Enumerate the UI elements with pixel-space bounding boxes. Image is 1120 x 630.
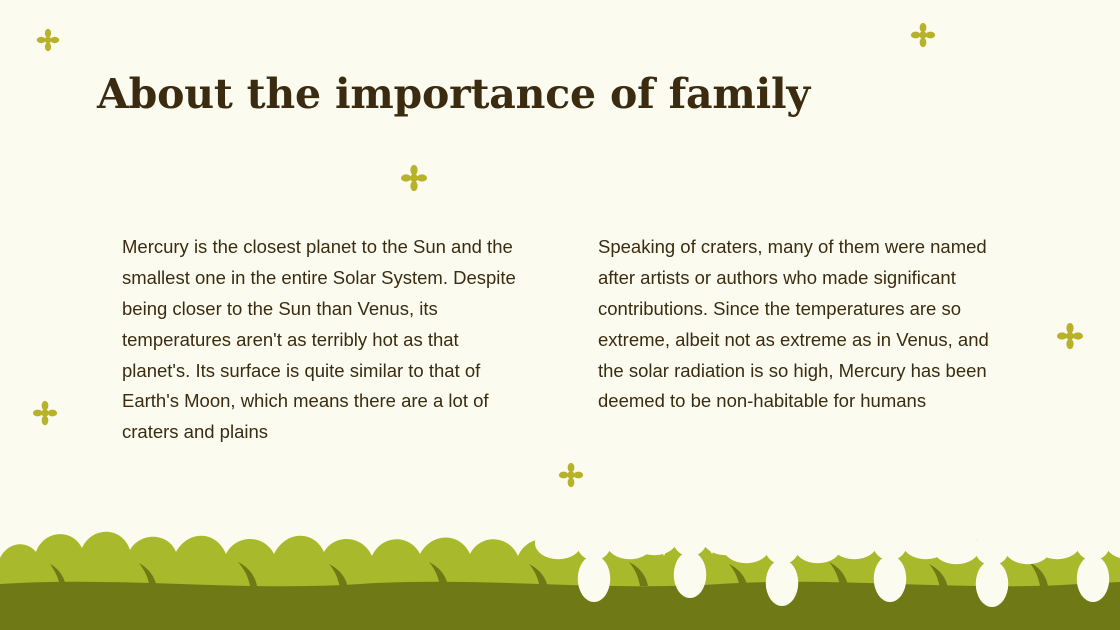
flower-icon (910, 22, 936, 48)
flower-icon (32, 400, 58, 426)
flower-icon (36, 28, 60, 52)
flower-icon (558, 462, 584, 488)
body-columns (122, 232, 1002, 448)
page-title: About the importance of family (97, 70, 810, 118)
grass-decoration (0, 500, 1120, 630)
flower-icon (400, 164, 428, 192)
body-column-left: Mercury is the closest planet to the Sun and the smallest one in the entire Solar System. Despite being closer to the Sun than Venus, its temperatures aren't as terribly hot as that planet's. Its surface is quite similar to that of Earth's Moon, which means there are a lot of craters and plains (122, 236, 516, 443)
grass-icon (0, 500, 1120, 630)
flower-icon (1056, 322, 1084, 350)
body-column-right: Speaking of craters, many of them were named after artists or authors who made significant contributions. Since the temperatures are so extreme, albeit not as extreme as in Venus, and the solar radiation is so high, Mercury has been deemed to be non-habitable for humans (598, 236, 989, 412)
